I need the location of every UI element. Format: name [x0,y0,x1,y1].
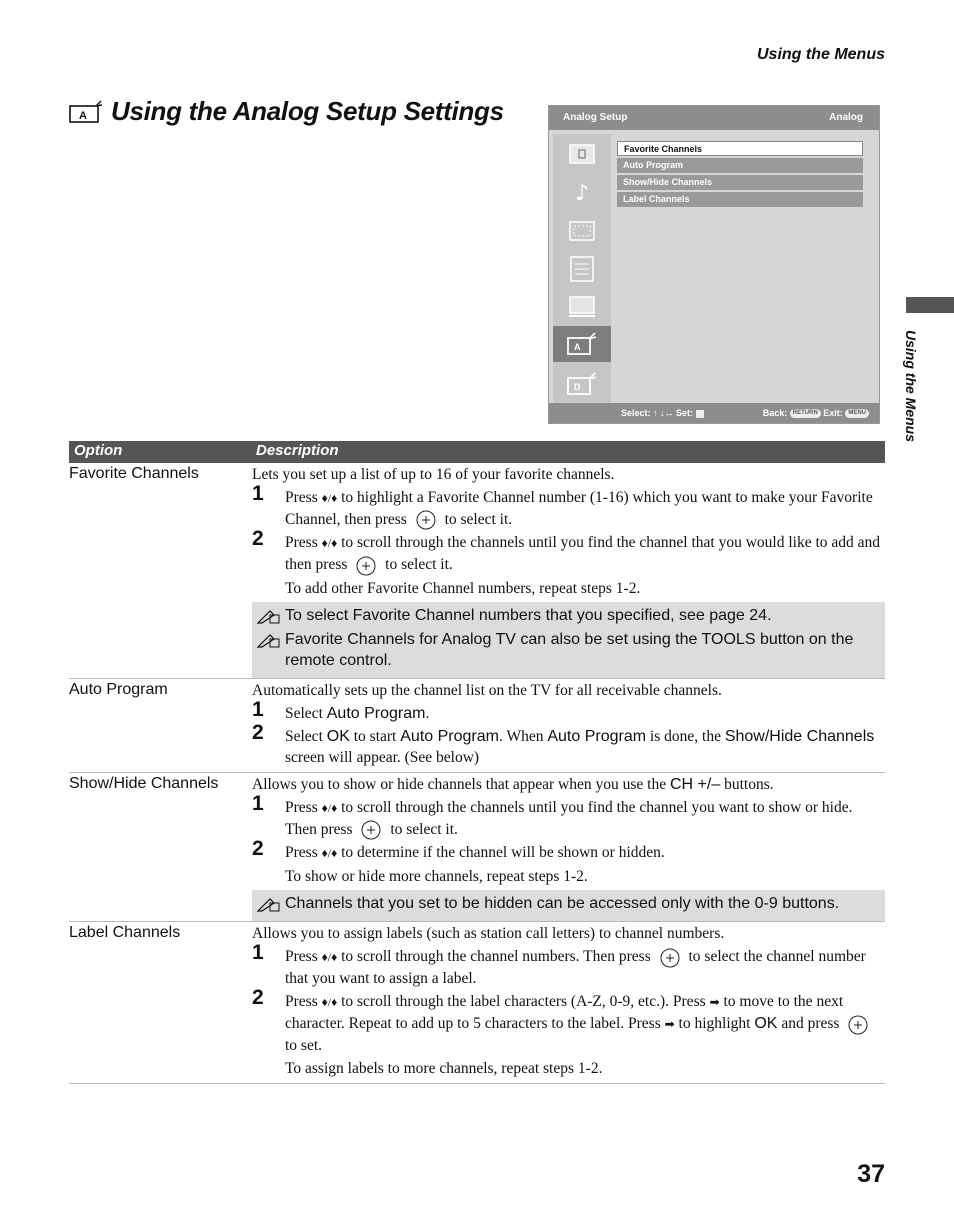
step-2: 2 Press ♦/♦ to scroll through the channels until you find the channel that you would like to add and then press to select it. [252,532,885,575]
joystick-ok-icon [659,948,681,968]
screen-menu-item: Auto Program [617,158,863,173]
joystick-ok-icon [415,510,437,530]
description-intro: Automatically sets up the channel list on the TV for all receivable channels. [252,681,722,699]
screen-footer-select: Select: ↑ ↓↔ Set: [621,408,704,418]
up-down-arrow-icon: ♦/♦ [321,491,338,505]
running-header: Using the Menus [756,46,885,63]
side-tab-bar [906,297,954,313]
page-title: Using the Analog Setup Settings [111,96,504,126]
svg-text:A: A [574,342,581,352]
step-1: 1 Select Auto Program. [252,697,430,722]
option-label: Label Channels [69,924,181,942]
table-row-auto-program [69,680,885,773]
sound-icon [553,174,611,210]
setup-icon [553,289,611,325]
option-description [252,923,885,1083]
description-intro: Lets you set up a list of up to 16 of your favorite channels. [252,466,615,483]
joystick-ok-icon [847,1015,869,1035]
notes-box [252,602,885,678]
analog-tv-icon [69,100,103,124]
analog-setup-icon [553,326,611,362]
svg-text:♪: ♪ [575,181,590,204]
table-row-label-channels [69,923,885,1084]
menu-key-icon: MENU [845,409,869,418]
joystick-ok-icon [360,820,382,840]
digital-setup-icon [553,366,611,402]
option-label: Favorite Channels [69,465,199,482]
picture-icon [553,136,611,172]
repeat-note: To add other Favorite Channel numbers, repeat steps 1-2. [285,579,641,597]
joystick-ok-icon [355,556,377,576]
column-header-description: Description [256,442,339,459]
option-description [252,680,885,772]
right-arrow-icon: ➡ [709,995,720,1010]
screen-icon-column [553,134,611,404]
step-2: 2 Press ♦/♦ to scroll through the label characters (A-Z, 0-9, etc.). Press ➡ to move to the next character. Repeat to add up to 5 characters to the label. Press ➡ to highlight OK and press to set. [252,991,885,1056]
up-down-arrow-icon: ♦/♦ [321,536,338,551]
note-pencil-icon [256,895,280,913]
screen-footer [549,403,879,423]
note: Favorite Channels for Analog TV can also be set using the TOOLS button on the remote control. [256,629,879,671]
screen-menu-item: Label Channels [617,192,863,207]
step-2: 2 Select OK to start Auto Program. When Auto Program is done, the Show/Hide Channels screen will appear. (See below) [252,720,875,766]
set-key-icon [696,410,704,418]
svg-text:A: A [79,109,87,122]
svg-text:D: D [574,382,581,392]
notes-box [252,890,885,921]
note-pencil-icon [256,607,280,625]
screen-menu-list [617,141,863,209]
settings-table [69,441,885,1084]
repeat-note: To assign labels to more channels, repeat steps 1-2. [285,1060,603,1078]
screen-header [549,106,879,130]
step-2: 2 Press ♦/♦ to determine if the channel will be shown or hidden. [252,837,665,862]
step-1: 1 Press ♦/♦ to highlight a Favorite Channel number (1-16) which you want to make your Favorite Channel, then press to select it. [252,487,885,530]
side-tab-label: Using the Menus [903,330,919,443]
page-title-row [69,96,504,127]
note: Channels that you set to be hidden can be accessed only with the 0-9 buttons. [256,893,879,914]
up-down-arrow-icon: ♦/♦ [321,995,338,1010]
option-label: Show/Hide Channels [69,774,219,792]
option-label: Auto Program [69,680,168,698]
step-1: 1 Press ♦/♦ to scroll through the channel numbers. Then press to select the channel number that you want to assign a label. [252,941,866,988]
return-key-icon: RETURN [790,409,821,418]
screen-menu-item: Favorite Channels [617,141,863,156]
column-header-option: Option [74,442,123,459]
right-arrow-icon: ➡ [664,1017,675,1032]
option-description [252,774,885,921]
screen-icon [553,213,611,249]
note-pencil-icon [256,631,280,649]
description-intro: Allows you to show or hide channels that appear when you use the CH +/– buttons. [252,775,774,793]
screen-footer-back-exit: Back: RETURN Exit: MENU [763,408,869,418]
option-description [252,464,885,678]
channel-icon [553,251,611,287]
up-down-arrow-icon: ♦/♦ [321,950,338,965]
description-intro: Allows you to assign labels (such as station call letters) to channel numbers. [252,925,725,943]
up-down-arrow-icon: ♦/♦ [321,846,338,861]
table-row-favorite-channels [69,464,885,679]
repeat-note: To show or hide more channels, repeat steps 1-2. [285,868,588,886]
table-header [69,441,885,463]
screen-menu-item: Show/Hide Channels [617,175,863,190]
page-number: 37 [857,1160,885,1188]
note: To select Favorite Channel numbers that you specified, see page 24. [256,605,879,626]
screen-header-mode: Analog [829,112,863,123]
step-1: 1 Press ♦/♦ to scroll through the channels until you find the channel you want to show or hide. Then press to select it. [252,797,885,840]
screen-header-title: Analog Setup [563,112,628,123]
up-down-arrow-icon: ♦/♦ [321,800,338,815]
tv-menu-screenshot [548,105,880,424]
table-row-show-hide-channels [69,774,885,922]
